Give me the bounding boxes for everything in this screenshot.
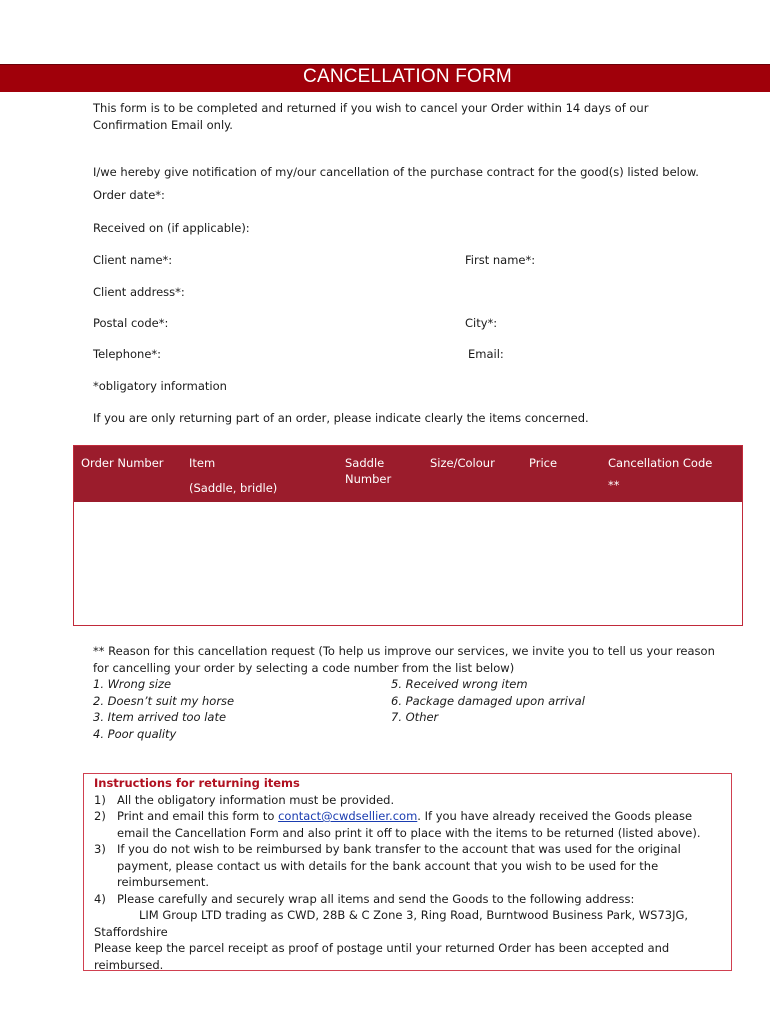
step-number: 4) xyxy=(94,892,106,906)
instruction-step-2 xyxy=(94,808,719,841)
step-number: 1) xyxy=(94,793,106,807)
col-saddle: Saddle xyxy=(345,456,385,470)
instruction-step-1 xyxy=(94,792,719,809)
reason-intro: ** Reason for this cancellation request (To help us improve our services, we invite you to tell us your reason for cancelling your order by selecting a code number from the list below) xyxy=(93,644,715,675)
reason-code: 6. Package damaged upon arrival xyxy=(391,693,585,708)
step-text-pre: Print and email this form to xyxy=(117,809,279,823)
col-order-number: Order Number xyxy=(81,456,164,470)
address-county: Staffordshire xyxy=(94,925,168,939)
step-number: 2) xyxy=(94,809,106,823)
step-text: Please carefully and securely wrap all items and send the Goods to the following address: xyxy=(117,892,635,906)
col-cancellation-code-sub: ** xyxy=(608,478,620,492)
items-table xyxy=(73,445,743,626)
order-date-field[interactable]: Order date*: xyxy=(93,188,165,202)
reason-code: 5. Received wrong item xyxy=(391,677,528,691)
col-item-sub: (Saddle, bridle) xyxy=(189,481,278,495)
address-line: LIM Group LTD trading as CWD, 28B & C Zone 3, Ring Road, Burntwood Business Park, WS73JG, xyxy=(139,908,689,922)
instruction-step-3 xyxy=(94,841,719,891)
postage-receipt-note: Please keep the parcel receipt as proof of postage until your returned Order has been accepted and reimbursed. xyxy=(94,941,670,972)
first-name-field[interactable]: First name*: xyxy=(465,253,536,267)
col-cancellation-code: Cancellation Code xyxy=(608,456,713,470)
return-address xyxy=(94,907,719,924)
client-name-field[interactable]: Client name*: xyxy=(93,253,173,267)
instruction-step-4 xyxy=(94,891,719,908)
postal-code-field[interactable]: Postal code*: xyxy=(93,316,169,330)
items-table-header xyxy=(74,446,742,502)
step-text: If you do not wish to be reimbursed by bank transfer to the account that was used for the original payment, please contact us with details for the bank account that you wish to be used for the reimbursement. xyxy=(117,842,681,889)
col-item: Item xyxy=(189,456,216,470)
step-text-post: . If you have already received the Goods please email the Cancellation Form and also print it off to place with the items to be returned (listed above). xyxy=(117,809,701,840)
return-instructions-box xyxy=(83,773,732,971)
received-on-field[interactable]: Received on (if applicable): xyxy=(93,221,250,235)
reason-code: 4. Poor quality xyxy=(93,726,177,741)
col-size-colour: Size/Colour xyxy=(430,456,495,470)
reason-codes-left xyxy=(93,676,234,742)
step-text: All the obligatory information must be provided. xyxy=(117,793,395,807)
col-saddle-sub: Number xyxy=(345,472,392,486)
step-text xyxy=(117,808,719,841)
reason-code: 3. Item arrived too late xyxy=(93,710,227,724)
intro-text: This form is to be completed and returned if you wish to cancel your Order within 14 days of our Confirmation Email only. xyxy=(93,101,649,132)
reason-code: 7. Other xyxy=(391,710,439,724)
partial-return-note: If you are only returning part of an order, please indicate clearly the items concerned. xyxy=(93,411,589,425)
email-field[interactable]: Email: xyxy=(468,347,504,361)
step-number: 3) xyxy=(94,842,106,856)
reason-codes-right xyxy=(391,676,585,726)
contact-email-link[interactable]: contact@cwdsellier.com xyxy=(278,809,418,823)
col-price: Price xyxy=(529,456,558,470)
city-field[interactable]: City*: xyxy=(465,316,498,330)
instructions-title: Instructions for returning items xyxy=(94,776,300,790)
reason-code: 2. Doesn’t suit my horse xyxy=(93,693,235,708)
reason-code: 1. Wrong size xyxy=(93,677,172,691)
page-title: CANCELLATION FORM xyxy=(303,66,512,87)
obligatory-note: *obligatory information xyxy=(93,379,227,393)
telephone-field[interactable]: Telephone*: xyxy=(93,347,162,361)
client-address-field[interactable]: Client address*: xyxy=(93,285,185,299)
items-table-body[interactable] xyxy=(74,502,742,625)
notification-text: I/we hereby give notification of my/our cancellation of the purchase contract for the good(s) listed below. xyxy=(93,165,699,179)
